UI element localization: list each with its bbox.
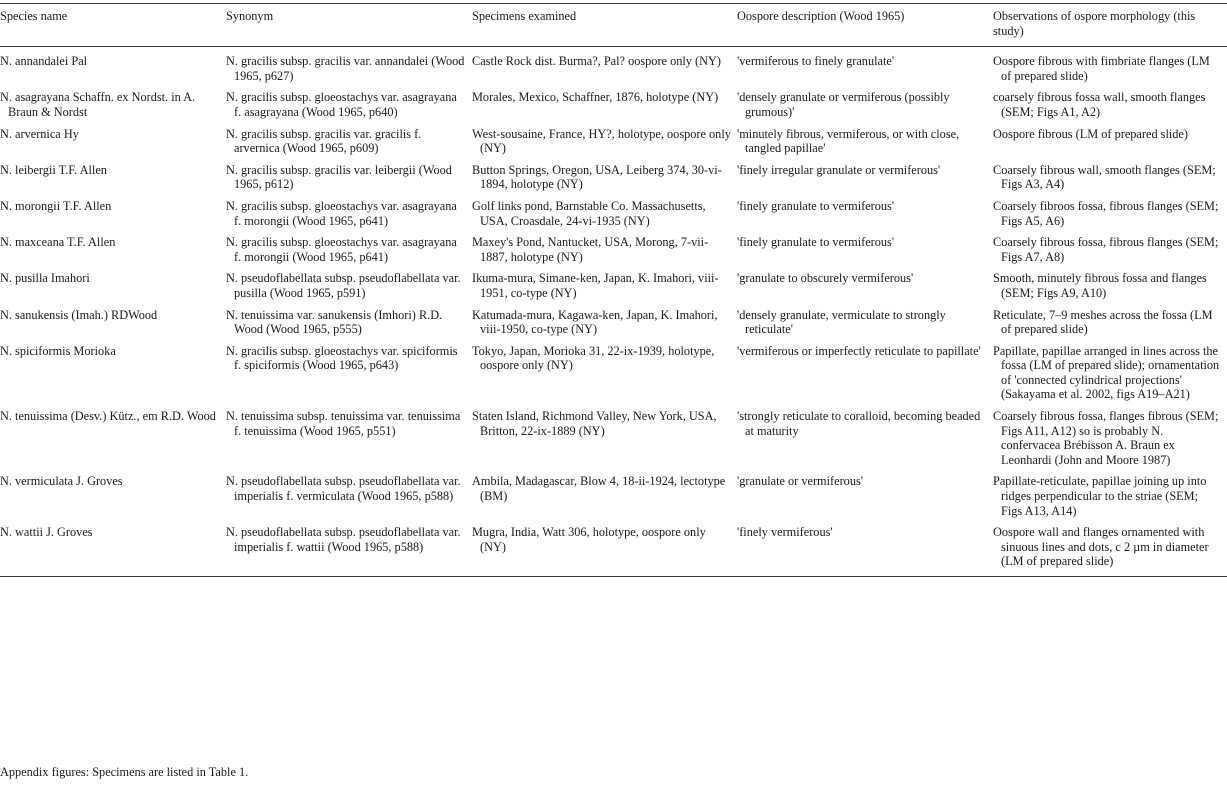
table-row	[0, 90, 1227, 126]
specimens-cell-text: Golf links pond, Barnstable Co. Massachusetts, USA, Croasdale, 24-vi-1935 (NY)	[472, 198, 706, 228]
observations-cell	[993, 344, 1227, 409]
table-row	[0, 525, 1227, 576]
observations-cell-text: Coarsely fibrous fossa, flanges fibrous (SEM; Figs A11, A12) so is probably N. confervacea Brébisson A. Braun ex Leonhardi (John and Moore 1987)	[993, 409, 1219, 467]
header-species: Species name	[0, 9, 68, 23]
table-row	[0, 409, 1227, 474]
specimens-cell-text: Ambila, Madagascar, Blow 4, 18-ii-1924, lectotype (BM)	[472, 474, 726, 504]
table-row	[0, 271, 1227, 307]
observations-cell-text: Papillate-reticulate, papillae joining up into ridges perpendicular to the striae (SEM; Figs A13, A14)	[993, 474, 1207, 518]
specimens-cell-text: Tokyo, Japan, Morioka 31, 22-ix-1939, holotype, oospore only (NY)	[472, 343, 715, 373]
species-cell-text: N. arvernica Hy	[0, 126, 79, 141]
observations-cell	[993, 474, 1227, 525]
oospore-description-cell-text: 'vermiferous or imperfectly reticulate to papillate'	[737, 343, 981, 358]
oospore-description-cell-text: 'densely granulate or vermiferous (possibly grumous)'	[737, 90, 950, 119]
species-cell	[0, 235, 226, 271]
species-cell-text: N. pusilla Imahori	[0, 271, 90, 286]
oospore-description-cell	[737, 308, 993, 344]
synonym-cell	[226, 163, 472, 199]
oospore-description-cell	[737, 163, 993, 199]
observations-cell-text: Smooth, minutely fibrous fossa and flanges (SEM; Figs A9, A10)	[993, 271, 1207, 300]
oospore-description-cell-text: 'densely granulate, vermiculate to strongly reticulate'	[737, 307, 946, 337]
specimens-cell-text: Button Springs, Oregon, USA, Leiberg 374, 30-vi-1894, holotype (NY)	[472, 162, 722, 192]
specimens-cell-text: Mugra, India, Watt 306, holotype, oospore only (NY)	[472, 525, 706, 554]
oospore-description-cell	[737, 47, 993, 91]
oospore-description-cell-text: 'granulate or vermiferous'	[737, 474, 863, 489]
oospore-description-cell-text: 'minutely fibrous, vermiferous, or with close, tangled papillae'	[737, 126, 960, 156]
table-row	[0, 127, 1227, 163]
observations-cell	[993, 525, 1227, 576]
species-cell	[0, 127, 226, 163]
synonym-cell	[226, 235, 472, 271]
species-cell-text: N. asagrayana Schaffn. ex Nordst. in A. Braun & Nordst	[0, 90, 196, 119]
synonym-cell-text: N. gracilis subsp. gracilis var. annandalei (Wood 1965, p627)	[226, 54, 465, 83]
oospore-description-cell-text: 'vermiferous to finely granulate'	[737, 54, 895, 69]
specimens-cell	[472, 47, 737, 91]
synonym-cell-text: N. gracilis subsp. gracilis var. gracilis f. arvernica (Wood 1965, p609)	[226, 126, 422, 156]
specimens-cell	[472, 308, 737, 344]
table-row	[0, 308, 1227, 344]
synonym-cell-text: N. gracilis subsp. gloeostachys var. spiciformis f. spiciformis (Wood 1965, p643)	[226, 343, 458, 373]
observations-cell-text: Oospore fibrous (LM of prepared slide)	[993, 126, 1188, 141]
specimen-table	[0, 3, 1227, 577]
oospore-description-cell	[737, 271, 993, 307]
observations-cell	[993, 271, 1227, 307]
oospore-description-cell	[737, 525, 993, 576]
specimens-cell-text: Castle Rock dist. Burma?, Pal? oospore only (NY)	[472, 54, 721, 69]
specimens-cell	[472, 163, 737, 199]
table-row	[0, 199, 1227, 235]
oospore-description-cell-text: 'finely granulate to vermiferous'	[737, 235, 895, 250]
table-row	[0, 47, 1227, 91]
header-observations	[993, 4, 1227, 47]
species-cell-text: N. leibergii T.F. Allen	[0, 162, 107, 177]
synonym-cell-text: N. pseudoflabellata subsp. pseudoflabellata var. pusilla (Wood 1965, p591)	[226, 271, 461, 300]
oospore-description-cell	[737, 127, 993, 163]
species-cell-text: N. tenuissima (Desv.) Kütz., em R.D. Wood	[0, 409, 216, 424]
synonym-cell	[226, 199, 472, 235]
specimens-cell	[472, 344, 737, 409]
species-cell	[0, 525, 226, 576]
species-cell-text: N. sanukensis (Imah.) RDWood	[0, 307, 158, 322]
species-cell	[0, 271, 226, 307]
observations-cell-text: coarsely fibrous fossa wall, smooth flanges (SEM; Figs A1, A2)	[993, 90, 1206, 119]
synonym-cell-text: N. gracilis subsp. gloeostachys var. asagrayana f. morongii (Wood 1965, p641)	[226, 198, 457, 228]
specimens-cell	[472, 199, 737, 235]
table-row	[0, 344, 1227, 409]
oospore-description-cell	[737, 235, 993, 271]
specimens-cell	[472, 525, 737, 576]
observations-cell-text: Oospore fibrous with fimbriate flanges (LM of prepared slide)	[993, 54, 1210, 83]
specimens-cell	[472, 235, 737, 271]
species-cell	[0, 409, 226, 474]
observations-cell	[993, 235, 1227, 271]
observations-cell-text: Papillate, papillae arranged in lines across the fossa (LM of prepared slide); ornamentation of 'connected cylindrical projections' (Sakayama et al. 2002, figs A19–A21)	[993, 343, 1220, 402]
oospore-description-cell-text: 'granulate to obscurely vermiferous'	[737, 271, 914, 286]
synonym-cell-text: N. pseudoflabellata subsp. pseudoflabellata var. imperialis f. vermiculata (Wood 1965, p588)	[226, 474, 461, 504]
observations-cell-text: Coarsely fibrous fossa, fibrous flanges (SEM; Figs A7, A8)	[993, 235, 1219, 264]
table-row	[0, 474, 1227, 525]
oospore-description-cell	[737, 409, 993, 474]
observations-cell	[993, 90, 1227, 126]
synonym-cell	[226, 474, 472, 525]
specimens-cell-text: Maxey's Pond, Nantucket, USA, Morong, 7-vii-1887, holotype (NY)	[472, 235, 709, 264]
species-cell	[0, 308, 226, 344]
specimens-cell-text: Katumada-mura, Kagawa-ken, Japan, K. Imahori, viii-1950, co-type (NY)	[472, 307, 718, 337]
synonym-cell	[226, 47, 472, 91]
observations-cell	[993, 409, 1227, 474]
species-cell-text: N. wattii J. Groves	[0, 525, 93, 540]
oospore-description-cell	[737, 90, 993, 126]
table-row	[0, 163, 1227, 199]
species-cell	[0, 474, 226, 525]
observations-cell	[993, 127, 1227, 163]
table-row	[0, 235, 1227, 271]
specimens-cell	[472, 90, 737, 126]
species-cell-text: N. spiciformis Morioka	[0, 343, 116, 358]
specimens-cell	[472, 127, 737, 163]
species-cell	[0, 163, 226, 199]
synonym-cell	[226, 344, 472, 409]
synonym-cell-text: N. gracilis subsp. gloeostachys var. asagrayana f. morongii (Wood 1965, p641)	[226, 235, 457, 264]
synonym-cell-text: N. tenuissima var. sanukensis (Imhori) R.D. Wood (Wood 1965, p555)	[226, 307, 443, 337]
specimens-cell	[472, 271, 737, 307]
synonym-cell	[226, 90, 472, 126]
oospore-description-cell-text: 'strongly reticulate to coralloid, becoming beaded at maturity	[737, 409, 981, 438]
table-header	[0, 4, 1227, 47]
observations-cell-text: Oospore wall and flanges ornamented with sinuous lines and dots, c 2 µm in diameter (LM of prepared slide)	[993, 525, 1209, 569]
specimens-cell	[472, 474, 737, 525]
specimens-cell-text: Staten Island, Richmond Valley, New York, USA, Britton, 22-ix-1889 (NY)	[472, 409, 717, 438]
oospore-description-cell	[737, 474, 993, 525]
specimens-cell-text: Morales, Mexico, Schaffner, 1876, holotype (NY)	[472, 90, 719, 105]
observations-cell-text: Coarsely fibrous wall, smooth flanges (SEM; Figs A3, A4)	[993, 162, 1216, 192]
species-cell	[0, 199, 226, 235]
synonym-cell-text: N. tenuissima subsp. tenuissima var. tenuissima f. tenuissima (Wood 1965, p551)	[226, 409, 461, 438]
specimens-cell-text: Ikuma-mura, Simane-ken, Japan, K. Imahori, viii-1951, co-type (NY)	[472, 271, 719, 300]
synonym-cell	[226, 409, 472, 474]
oospore-description-cell-text: 'finely granulate to vermiferous'	[737, 198, 895, 213]
synonym-cell-text: N. gracilis subsp. gloeostachys var. asagrayana f. asagrayana (Wood 1965, p640)	[226, 90, 457, 119]
observations-cell-text: Reticulate, 7–9 meshes across the fossa (LM of prepared slide)	[993, 307, 1213, 337]
observations-cell	[993, 308, 1227, 344]
species-cell-text: N. vermiculata J. Groves	[0, 474, 123, 489]
species-cell	[0, 344, 226, 409]
species-cell-text: N. morongii T.F. Allen	[0, 198, 112, 213]
table-footnote: Appendix figures: Specimens are listed in Table 1.	[0, 765, 249, 779]
synonym-cell	[226, 127, 472, 163]
header-specimens: Specimens examined	[472, 9, 577, 23]
oospore-description-cell	[737, 199, 993, 235]
synonym-cell	[226, 271, 472, 307]
observations-cell-text: Coarsely fibroos fossa, fibrous flanges (SEM; Figs A5, A6)	[993, 198, 1219, 228]
header-synonym: Synonym	[226, 9, 274, 23]
oospore-description-cell-text: 'finely vermiferous'	[737, 525, 833, 540]
header-row	[0, 4, 1227, 47]
specimens-cell	[472, 409, 737, 474]
synonym-cell	[226, 525, 472, 576]
table-body	[0, 47, 1227, 577]
oospore-description-cell-text: 'finely irregular granulate or vermiferous'	[737, 162, 941, 177]
oospore-description-cell	[737, 344, 993, 409]
synonym-cell	[226, 308, 472, 344]
specimens-cell-text: West-sousaine, France, HY?, holotype, oospore only (NY)	[472, 126, 731, 156]
synonym-cell-text: N. gracilis subsp. gracilis var. leibergii (Wood 1965, p612)	[226, 162, 452, 192]
species-cell	[0, 47, 226, 91]
observations-cell	[993, 199, 1227, 235]
species-cell-text: N. maxceana T.F. Allen	[0, 235, 116, 250]
header-oospore-description: Oospore description (Wood 1965)	[737, 9, 905, 23]
observations-cell	[993, 47, 1227, 91]
observations-cell	[993, 163, 1227, 199]
species-cell-text: N. annandalei Pal	[0, 54, 88, 69]
header-observations-text: Observations of ospore morphology (this study)	[993, 9, 1196, 38]
species-cell	[0, 90, 226, 126]
synonym-cell-text: N. pseudoflabellata subsp. pseudoflabellata var. imperialis f. wattii (Wood 1965, p588)	[226, 525, 461, 554]
